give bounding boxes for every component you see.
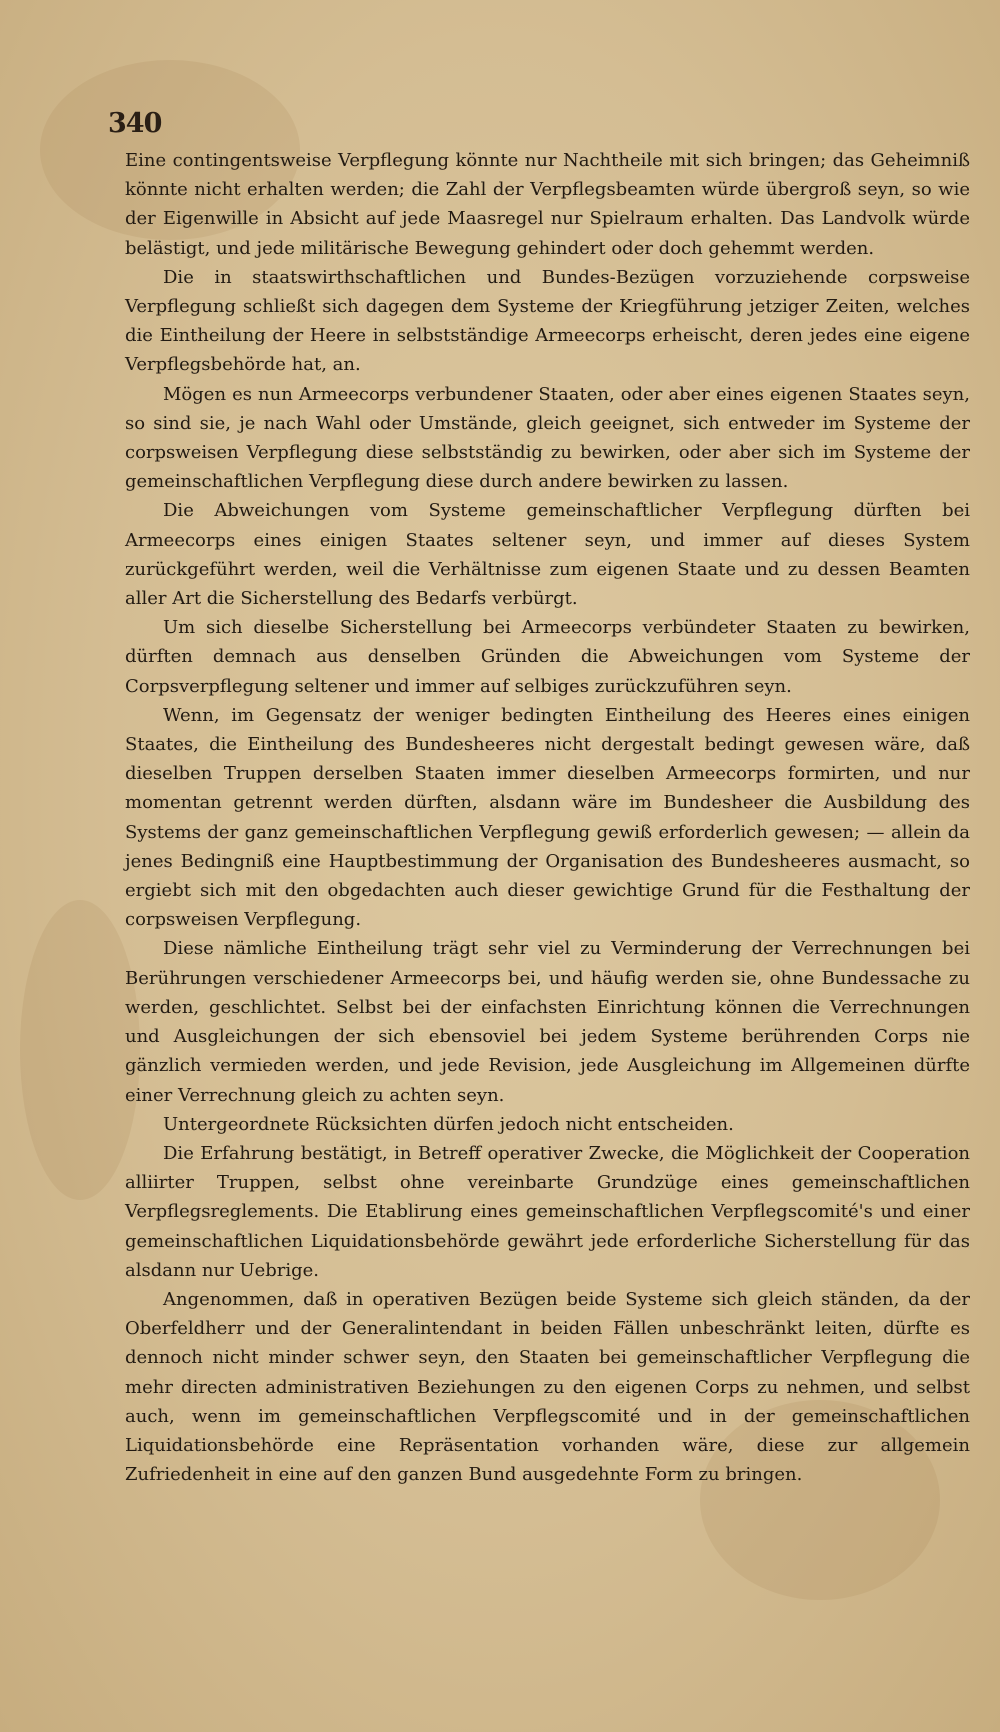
paragraph: Um sich dieselbe Sicherstellung bei Armeecorps verbündeter Staaten zu bewirken, dürften demnach aus denselben Gründen die Abweichungen vom Systeme der Corpsverpflegung seltener und immer auf selbiges zurückzuführen seyn. [125,617,970,697]
paper-stain [20,900,140,1200]
paragraph: Angenommen, daß in operativen Bezügen beide Systeme sich gleich ständen, da der Oberfeldherr und der Generalintendant in beiden Fällen unbeschränkt leiten, dürfte es dennoch nicht minder schwer seyn, den Staaten bei gemeinschaftlicher Verpflegung die mehr directen administrativen Beziehungen zu den eigenen Corps zu nehmen, und selbst auch, wenn im gemeinschaftlichen Verpflegscomité und in der gemeinschaftlichen Liquidationsbehörde eine Repräsentation vorhanden wäre, diese zur allgemein Zufriedenheit in eine auf den ganzen Bund ausgedehnte Form zu bringen. [125,1288,970,1486]
paragraph: Die Abweichungen vom Systeme gemeinschaftlicher Verpflegung dürften bei Armeecorps eines einigen Staates seltener seyn, und immer auf dieses System zurückgeführt werden, weil die Verhältnisse zum eigenen Staate und zu dessen Beamten aller Art die Sicherstellung des Bedarfs verbürgt. [125,500,970,610]
page-number: 340 [108,108,162,139]
paragraph: Wenn, im Gegensatz der weniger bedingten Eintheilung des Heeres eines einigen Staates, die Eintheilung des Bundesheeres nicht dergestalt bedingt gewesen wäre, daß dieselben Truppen derselben Staaten immer dieselben Armeecorps formirten, und nur momentan getrennt werden dürften, alsdann wäre im Bundesheer die Ausbildung des Systems der ganz gemeinschaftlichen Verpflegung gewiß erforderlich gewesen; — allein da jenes Bedingniß eine Hauptbestimmung der Organisation des Bundesheeres ausmacht, so ergiebt sich mit den obgedachten auch dieser gewichtige Grund für die Festhaltung der corpsweisen Verpflegung. [125,704,970,931]
paragraph: Mögen es nun Armeecorps verbundener Staaten, oder aber eines eigenen Staates seyn, so sind sie, je nach Wahl oder Umstände, gleich geeignet, sich entweder im Systeme der corpsweisen Verpflegung diese selbstständig zu bewirken, oder aber sich im Systeme der gemeinschaftlichen Verpflegung diese durch andere bewirken zu lassen. [125,383,970,493]
paragraph: Untergeordnete Rücksichten dürfen jedoch nicht entscheiden. [163,1113,734,1135]
paragraph: Diese nämliche Eintheilung trägt sehr viel zu Verminderung der Verrechnungen bei Berührungen verschiedener Armeecorps bei, und häufig werden sie, ohne Bundessache zu werden, geschlichtet. Selbst bei der einfachsten Einrichtung können die Verrechnungen und Ausgleichungen der sich ebensoviel bei jedem Systeme berührenden Corps nie gänzlich vermieden werden, und jede Revision, jede Ausgleichung im Allgemeinen dürfte einer Verrechnung gleich zu achten seyn. [125,938,970,1106]
paragraph: Die Erfahrung bestätigt, in Betreff operativer Zwecke, die Möglichkeit der Cooperation alliirter Truppen, selbst ohne vereinbarte Grundzüge eines gemeinschaftlichen Verpflegsreglements. Die Etablirung eines gemeinschaftlichen Verpflegscomité's und einer gemeinschaftlichen Liquidationsbehörde gewährt jede erforderliche Sicherstellung für das alsdann nur Uebrige. [125,1142,970,1281]
text-body [125,146,970,1489]
paragraph: Eine contingentsweise Verpflegung könnte nur Nachtheile mit sich bringen; das Geheimniß könnte nicht erhalten werden; die Zahl der Verpflegsbeamten würde übergroß seyn, so wie der Eigenwille in Absicht auf jede Maasregel nur Spielraum erhalten. Das Landvolk würde belästigt, und jede militärische Bewegung gehindert oder doch gehemmt werden. [125,150,970,259]
paragraph: Die in staatswirthschaftlichen und Bundes-Bezügen vorzuziehende corpsweise Verpflegung schließt sich dagegen dem Systeme der Kriegführung jetziger Zeiten, welches die Eintheilung der Heere in selbstständige Armeecorps erheischt, deren jedes eine eigene Verpflegsbehörde hat, an. [125,266,970,376]
